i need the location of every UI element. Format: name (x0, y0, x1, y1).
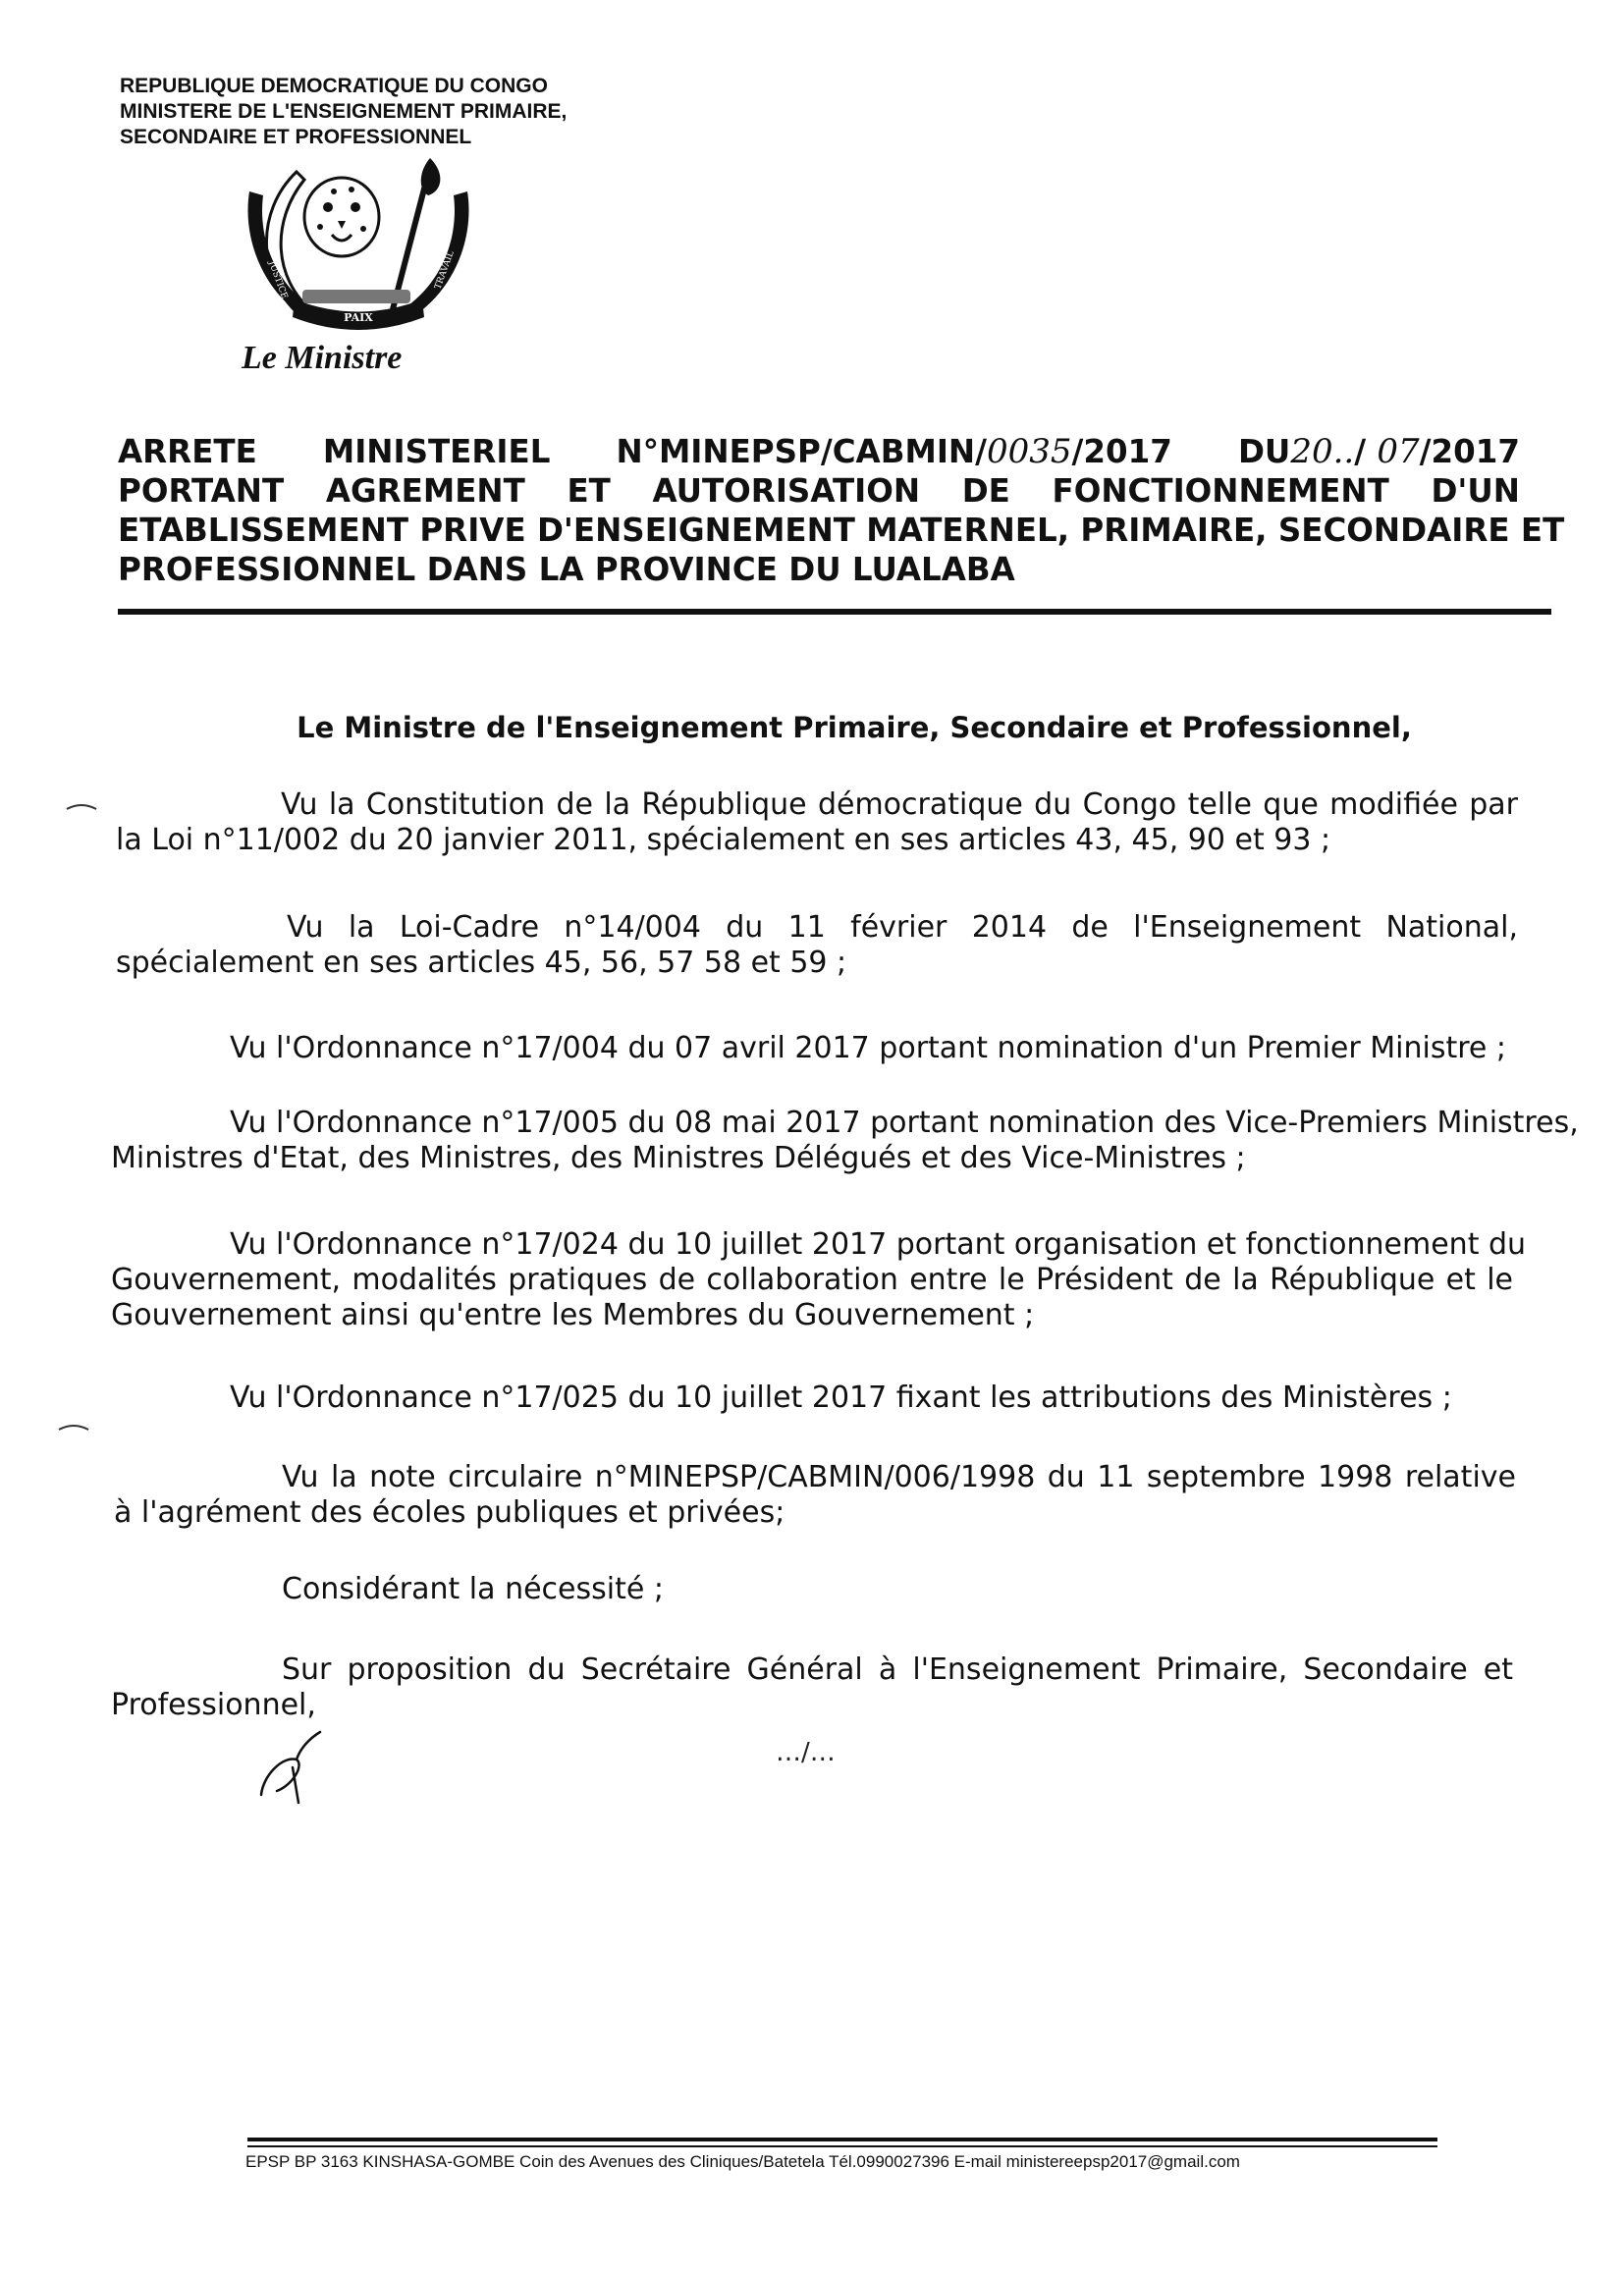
title-word: AGREMENT (325, 472, 525, 510)
paragraph-line: Vu l'Ordonnance n°17/005 du 08 mai 2017 portant nomination des Vice-Premiers Ministres, (230, 1106, 1579, 1140)
page-continuation: …/… (776, 1738, 836, 1767)
title-word: FONCTIONNEMENT (1052, 472, 1389, 510)
svg-text:PAIX: PAIX (344, 311, 373, 324)
paragraph-note-circulaire (114, 1460, 1516, 1531)
country-name: REPUBLIQUE DEMOCRATIQUE DU CONGO (120, 75, 548, 97)
handwritten-month: 07 (1377, 432, 1420, 471)
paragraph-line: Vu la note circulaire n°MINEPSP/CABMIN/006/1998 du 11 septembre 1998 relative (282, 1460, 1516, 1494)
paragraph-line: Vu l'Ordonnance n°17/024 du 10 juillet 2017 portant organisation et fonctionnement du (230, 1227, 1527, 1262)
paragraph-line: Considérant la nécessité ; (282, 1572, 664, 1606)
title-word: DE (961, 472, 1010, 510)
paragraph-loi-cadre (116, 910, 1518, 981)
title-line-2 (118, 471, 1520, 511)
paragraph-line: Vu l'Ordonnance n°17/025 du 10 juillet 2017 fixant les attributions des Ministères ; (230, 1381, 1452, 1415)
paragraph-line: Ministres d'Etat, des Ministres, des Ministres Délégués et des Vice-Ministres ; (111, 1141, 1246, 1175)
title-word: D'UN (1431, 472, 1520, 510)
paragraph-ordonnance-vice-premiers (111, 1106, 1579, 1176)
paragraph-line: Professionnel, (111, 1688, 316, 1722)
svg-text:TRAVAIL: TRAVAIL (433, 249, 457, 292)
paragraph-ordonnance-premier-ministre (116, 1031, 1518, 1066)
paragraph-constitution (116, 787, 1518, 858)
title-word: MINISTERIEL (322, 433, 551, 470)
paragraph-line: spécialement en ses articles 45, 56, 57 58 et 59 ; (116, 946, 847, 980)
handwritten-initials-icon (253, 1726, 332, 1805)
decree-title (118, 432, 1565, 589)
ministry-name-line-1: MINISTERE DE L'ENSEIGNEMENT PRIMAIRE, (120, 100, 568, 123)
scan-mark-icon (57, 1422, 90, 1432)
letterhead (120, 74, 729, 150)
paragraph-line: Vu la Constitution de la République démocratique du Congo telle que modifiée par (281, 787, 1518, 822)
title-line-3: ETABLISSEMENT PRIVE D'ENSEIGNEMENT MATERNEL, PRIMAIRE, SECONDAIRE ET (118, 512, 1565, 549)
title-word: PORTANT (118, 472, 285, 510)
paragraph-ordonnance-attributions (111, 1381, 1513, 1416)
title-divider (118, 609, 1551, 615)
paragraph-ordonnance-gouvernement (111, 1227, 1527, 1333)
title-word: ARRETE (118, 433, 257, 470)
minister-heading: Le Ministre de l'Enseignement Primaire, Secondaire et Professionnel, (297, 711, 1412, 744)
paragraph-line: la Loi n°11/002 du 20 janvier 2011, spécialement en ses articles 43, 45, 90 et 93 ; (116, 823, 1331, 857)
ministry-name-line-2: SECONDAIRE ET PROFESSIONNEL (120, 126, 472, 148)
decree-date: DU20../ 07/2017 (1237, 432, 1520, 471)
footer-divider (247, 2138, 1437, 2141)
office-title: Le Ministre (242, 340, 403, 376)
title-word: ET (567, 472, 611, 510)
paragraph-line: Sur proposition du Secrétaire Général à l'Enseignement Primaire, Secondaire et (282, 1652, 1513, 1687)
title-line-4: PROFESSIONNEL DANS LA PROVINCE DU LUALABA (118, 551, 1015, 588)
paragraph-line: Gouvernement ainsi qu'entre les Membres du Gouvernement ; (111, 1298, 1035, 1332)
paragraph-line: Vu l'Ordonnance n°17/004 du 07 avril 2017 portant nomination d'un Premier Ministre ; (230, 1031, 1506, 1065)
footer-contact: EPSP BP 3163 KINSHASA-GOMBE Coin des Avenues des Cliniques/Batetela Tél.0990027396 E-mail ministereepsp2017@gmail.com (245, 2152, 1240, 2171)
title-line-1 (118, 432, 1520, 471)
national-emblem-icon (236, 152, 481, 349)
paragraph-line: Vu la Loi-Cadre n°14/004 du 11 février 2014 de l'Enseignement National, (287, 910, 1518, 945)
paragraph-considerant (111, 1572, 1513, 1607)
handwritten-day: 20.. (1290, 432, 1355, 471)
svg-text:JUSTICE: JUSTICE (266, 259, 290, 300)
title-word: AUTORISATION (652, 472, 921, 510)
paragraph-line: à l'agrément des écoles publiques et privées; (114, 1495, 785, 1530)
decree-number: N°MINEPSP/CABMIN/0035/2017 (616, 432, 1172, 471)
scan-mark-icon (65, 801, 98, 811)
handwritten-number: 0035 (986, 432, 1072, 471)
footer-divider-thin (247, 2145, 1437, 2147)
paragraph-line: Gouvernement, modalités pratiques de collaboration entre le Président de la République et le (111, 1263, 1513, 1297)
paragraph-proposition (111, 1652, 1513, 1723)
